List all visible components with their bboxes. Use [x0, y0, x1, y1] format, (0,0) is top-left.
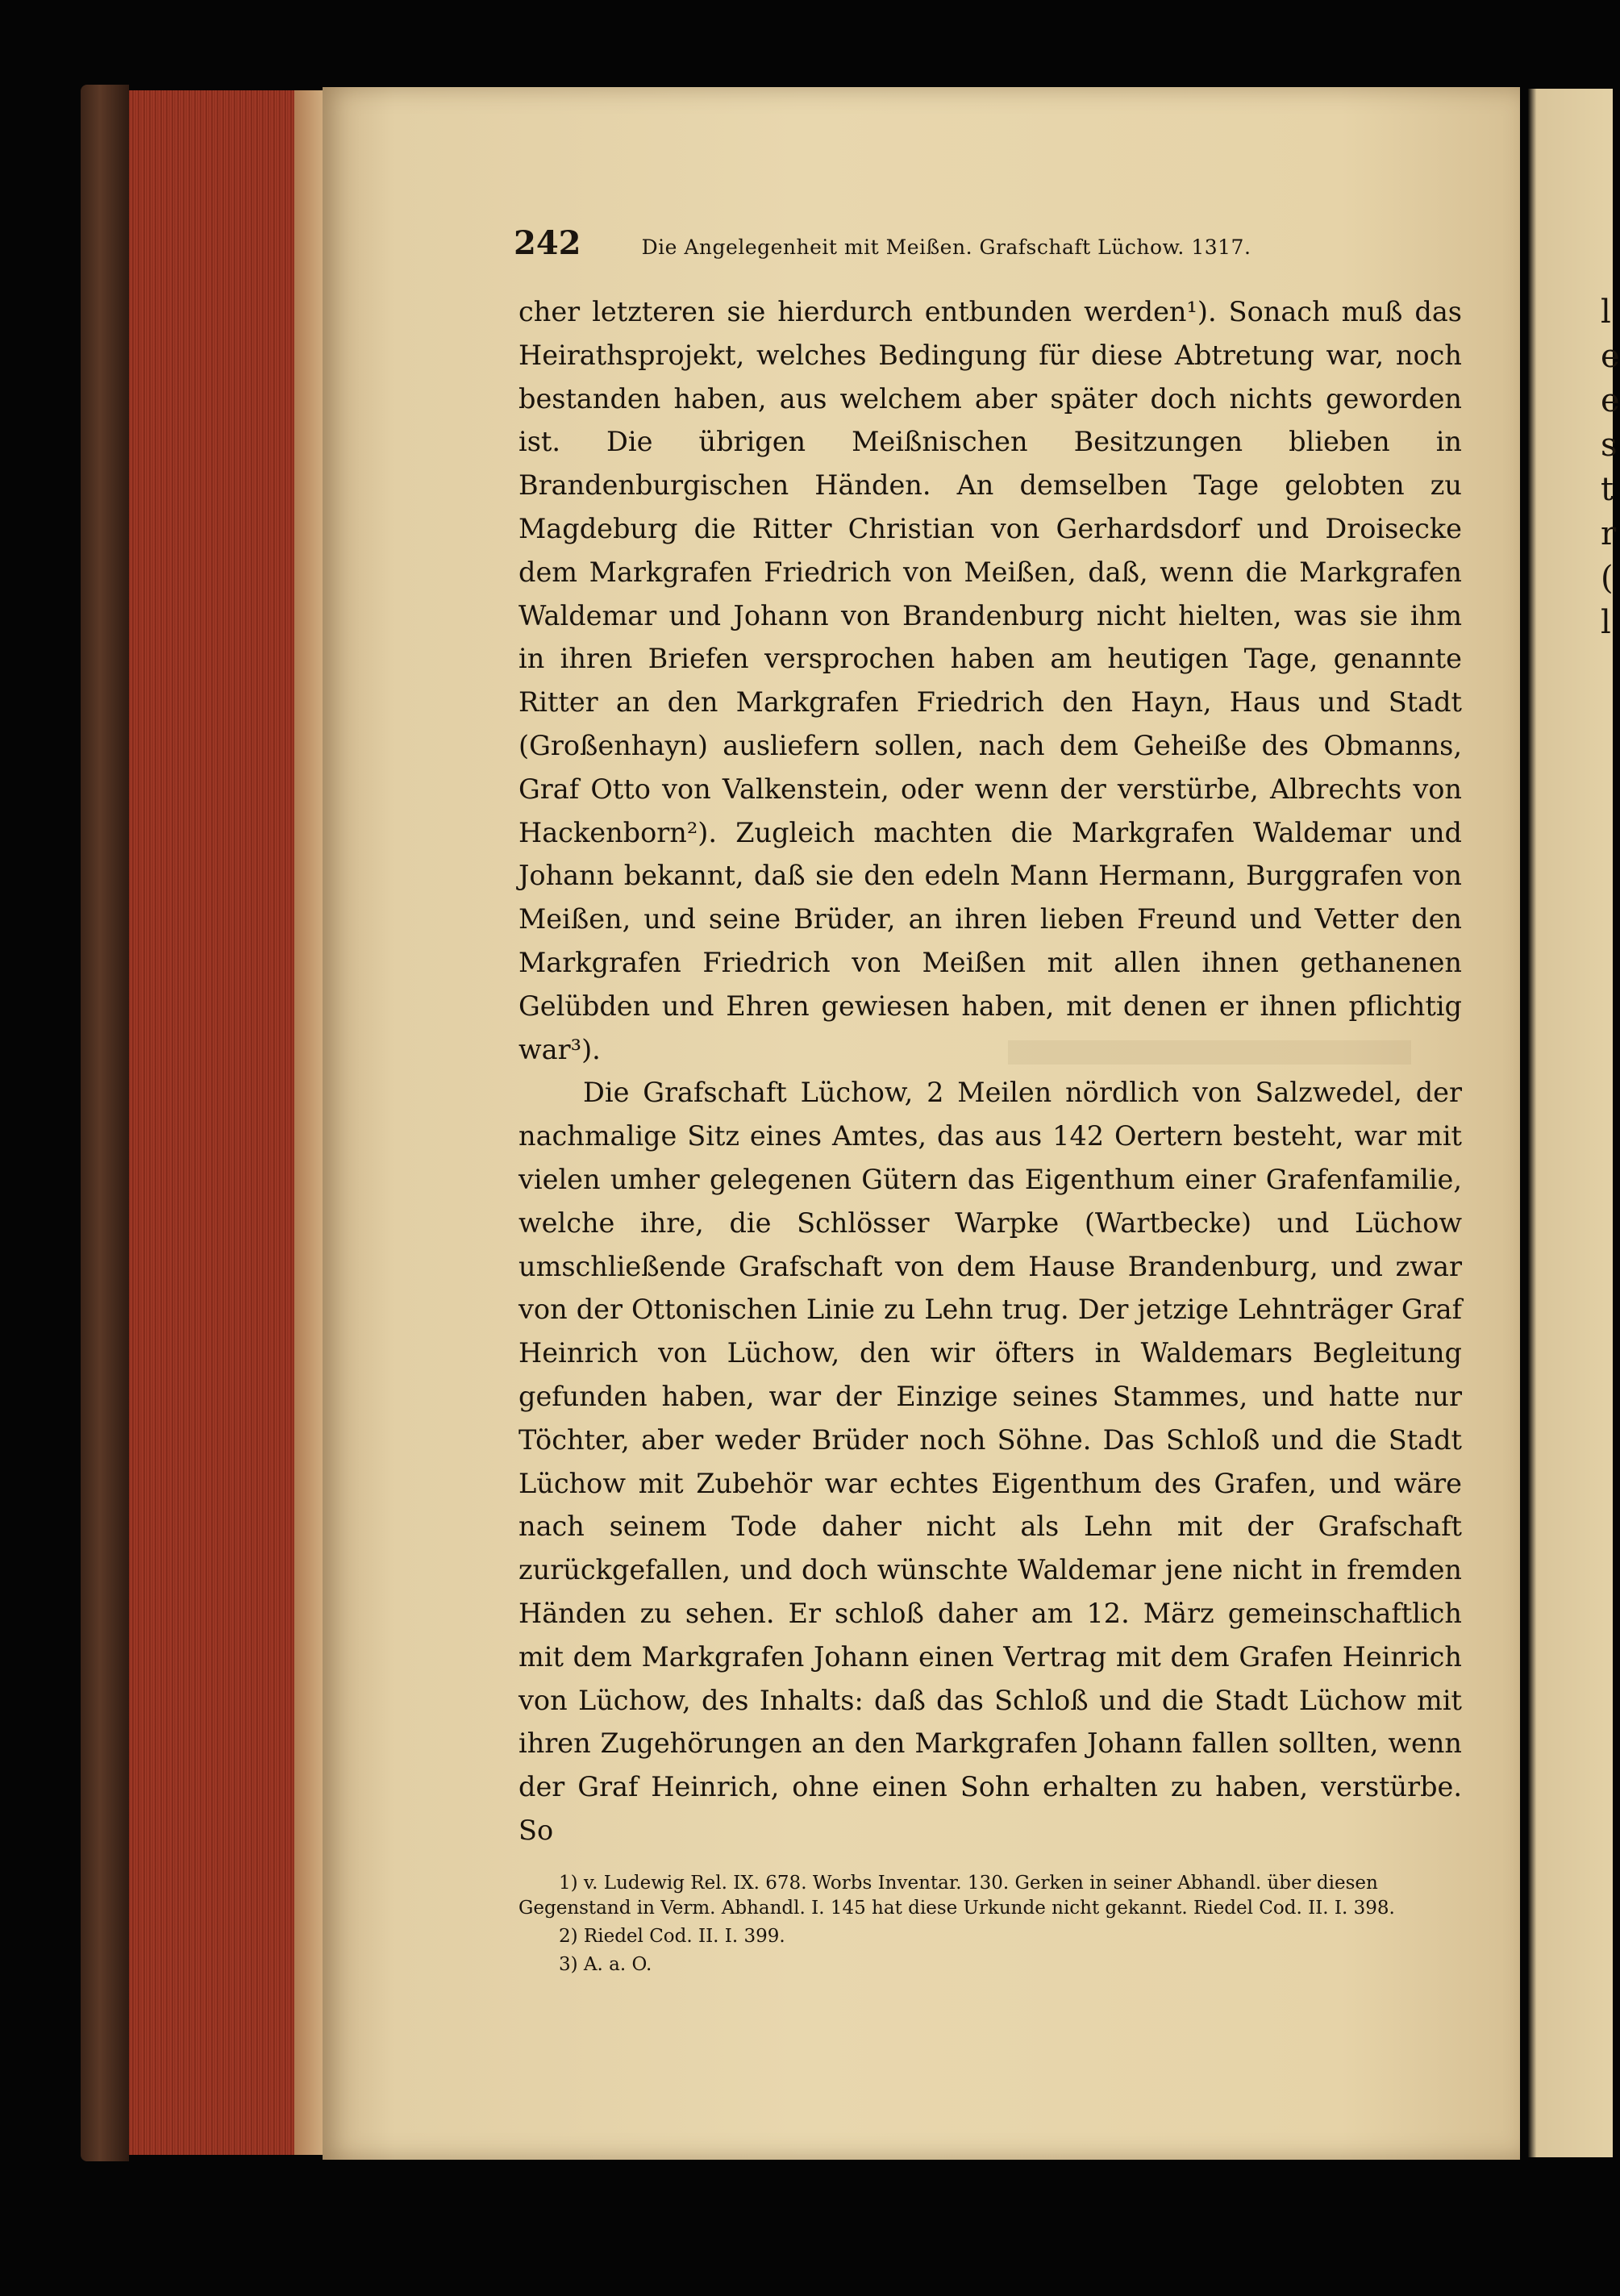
footnote-3: 3) A. a. O. [559, 1954, 652, 1975]
running-title: Die Angelegenheit mit Meißen. Grafschaft Lüchow. 1317. [641, 235, 1251, 259]
footnote-2: 2) Riedel Cod. II. I. 399. [559, 1926, 785, 1947]
paragraph: cher letzteren sie hierdurch entbunden werden¹). Sonach muß das Heirathsprojekt, welches Bedingung für diese Abtretung war, noch bestanden haben, aus welchem aber später doch nichts geworden ist. Die übrigen Meißnischen Besitzungen blieben in Brandenburgischen Händen. An demselben Tage gelobten zu Magdeburg die Ritter Christian von Gerhardsdorf und Droisecke dem Markgrafen Friedrich von Meißen, daß, wenn die Markgrafen Waldemar und Johann von Brandenburg nicht hielten, was sie ihm in ihren Briefen versprochen haben am heutigen Tage, genannte Ritter an den Markgrafen Friedrich den Hayn, Haus und Stadt (Großenhayn) ausliefern sollen, nach dem Geheiße des Obmanns, Graf Otto von Valkenstein, oder wenn der verstürbe, Albrechts von Hackenborn²). Zugleich machten die Markgrafen Waldemar und Johann bekannt, daß sie den edeln Mann Hermann, Burggrafen von Meißen, und seine Brüder, an ihren lieben Freund und Vetter den Markgrafen Friedrich von Meißen mit allen ihnen gethanenen Gelübden und Ehren gewiesen haben, mit denen er ihnen pflichtig war³). [518, 296, 1462, 1065]
paragraph: Die Grafschaft Lüchow, 2 Meilen nördlich von Salzwedel, der nachmalige Sitz eines Amtes, das aus 142 Oertern besteht, war mit vielen umher gelegenen Gütern das Eigenthum einer Grafenfamilie, welche ihre, die Schlösser Warpke (Wartbecke) und Lüchow umschließende Grafschaft von dem Hause Brandenburg, und zwar von der Ottonischen Linie zu Lehn trug. Der jetzige Lehnträger Graf Heinrich von Lüchow, den wir öfters in Waldemars Begleitung gefunden haben, war der Einzige seines Stammes, und hatte nur Töchter, aber weder Brüder noch Söhne. Das Schloß und die Stadt Lüchow mit Zubehör war echtes Eigenthum des Grafen, und wäre nach seinem Tode daher nicht als Lehn mit der Grafschaft zurückgefallen, und doch wünschte Waldemar jene nicht in fremden Händen zu sehen. Er schloß daher am 12. März gemeinschaftlich mit dem Markgrafen Johann einen Vertrag mit dem Grafen Heinrich von Lüchow, des Inhalts: daß das Schloß und die Stadt Lüchow mit ihren Zugehörungen an den Markgrafen Johann fallen sollten, wenn der Graf Heinrich, ohne einen Sohn erhalten zu haben, verstürbe. So [518, 1077, 1462, 1846]
body-text [518, 290, 1462, 1852]
footnote-1: 1) v. Ludewig Rel. IX. 678. Worbs Inventar. 130. Gerken in seiner Abhandl. über diesen Gegenstand in Verm. Abhandl. I. 145 hat diese Urkunde nicht gekannt. Riedel Cod. II. I. 398. [518, 1873, 1395, 1919]
running-head [514, 224, 1320, 265]
page-edges-red [129, 90, 323, 2155]
right-page-fragments: l e e s t r ( l [1601, 294, 1620, 641]
page-number: 242 [514, 224, 581, 262]
footnotes [518, 1871, 1462, 1981]
book-cover-edge [81, 85, 129, 2161]
